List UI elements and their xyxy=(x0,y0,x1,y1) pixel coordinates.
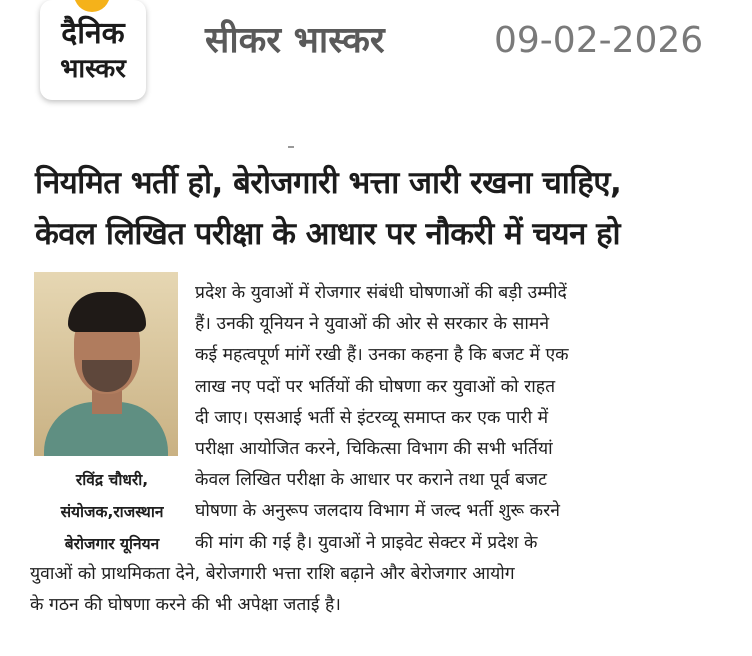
headline-line-1: नियमित भर्ती हो, बेरोजगारी भत्ता जारी रखना चाहिए, xyxy=(35,165,622,201)
caption-role: संयोजक,राजस्थान xyxy=(60,503,164,521)
caption-org: बेरोजगार यूनियन xyxy=(64,535,160,553)
edition-date: 09-02-2026 xyxy=(494,20,704,61)
body-line: परीक्षा आयोजित करने, चिकित्सा विभाग की सभी भर्तियां xyxy=(195,438,553,459)
body-line: के गठन की घोषणा करने की भी अपेक्षा जताई है। xyxy=(30,594,341,615)
body-line: प्रदेश के युवाओं में रोजगार संबंधी घोषणाओं की बड़ी उम्मीदें xyxy=(195,283,567,303)
logo-line-2: भास्कर xyxy=(60,54,126,84)
headline-line-2: केवल लिखित परीक्षा के आधार पर नौकरी में चयन हो xyxy=(35,216,621,252)
divider-mark xyxy=(288,146,294,148)
edition-name: सीकर भास्कर xyxy=(205,20,385,61)
sun-icon xyxy=(74,0,110,12)
caption-name: रविंद्र चौधरी, xyxy=(75,471,149,489)
body-line: दी जाए। एसआई भर्ती से इंटरव्यू समाप्त कर एक पारी में xyxy=(195,407,549,428)
article-headline xyxy=(35,158,745,260)
body-line: केवल लिखित परीक्षा के आधार पर कराने तथा पूर्व बजट xyxy=(195,470,547,491)
body-line: की मांग की गई है। युवाओं ने प्राइवेट सेक्टर में प्रदेश के xyxy=(195,532,538,553)
body-line: युवाओं को प्राथमिकता देने, बेरोजगारी भत्ता राशि बढ़ाने और बेरोजगार आयोग xyxy=(30,563,515,584)
article-body xyxy=(30,278,745,621)
body-line: लाख नए पदों पर भर्तियों की घोषणा कर युवाओं को राहत xyxy=(195,376,556,397)
dainik-bhaskar-logo xyxy=(40,0,146,100)
body-line: कई महत्वपूर्ण मांगें रखी हैं। उनका कहना है कि बजट में एक xyxy=(195,345,569,366)
logo-line-1: दैनिक xyxy=(61,16,125,51)
body-line: हैं। उनकी यूनियन ने युवाओं की ओर से सरकार के सामने xyxy=(195,314,550,335)
body-line: घोषणा के अनुरूप जलदाय विभाग में जल्द भर्ती शुरू करने xyxy=(195,501,560,522)
